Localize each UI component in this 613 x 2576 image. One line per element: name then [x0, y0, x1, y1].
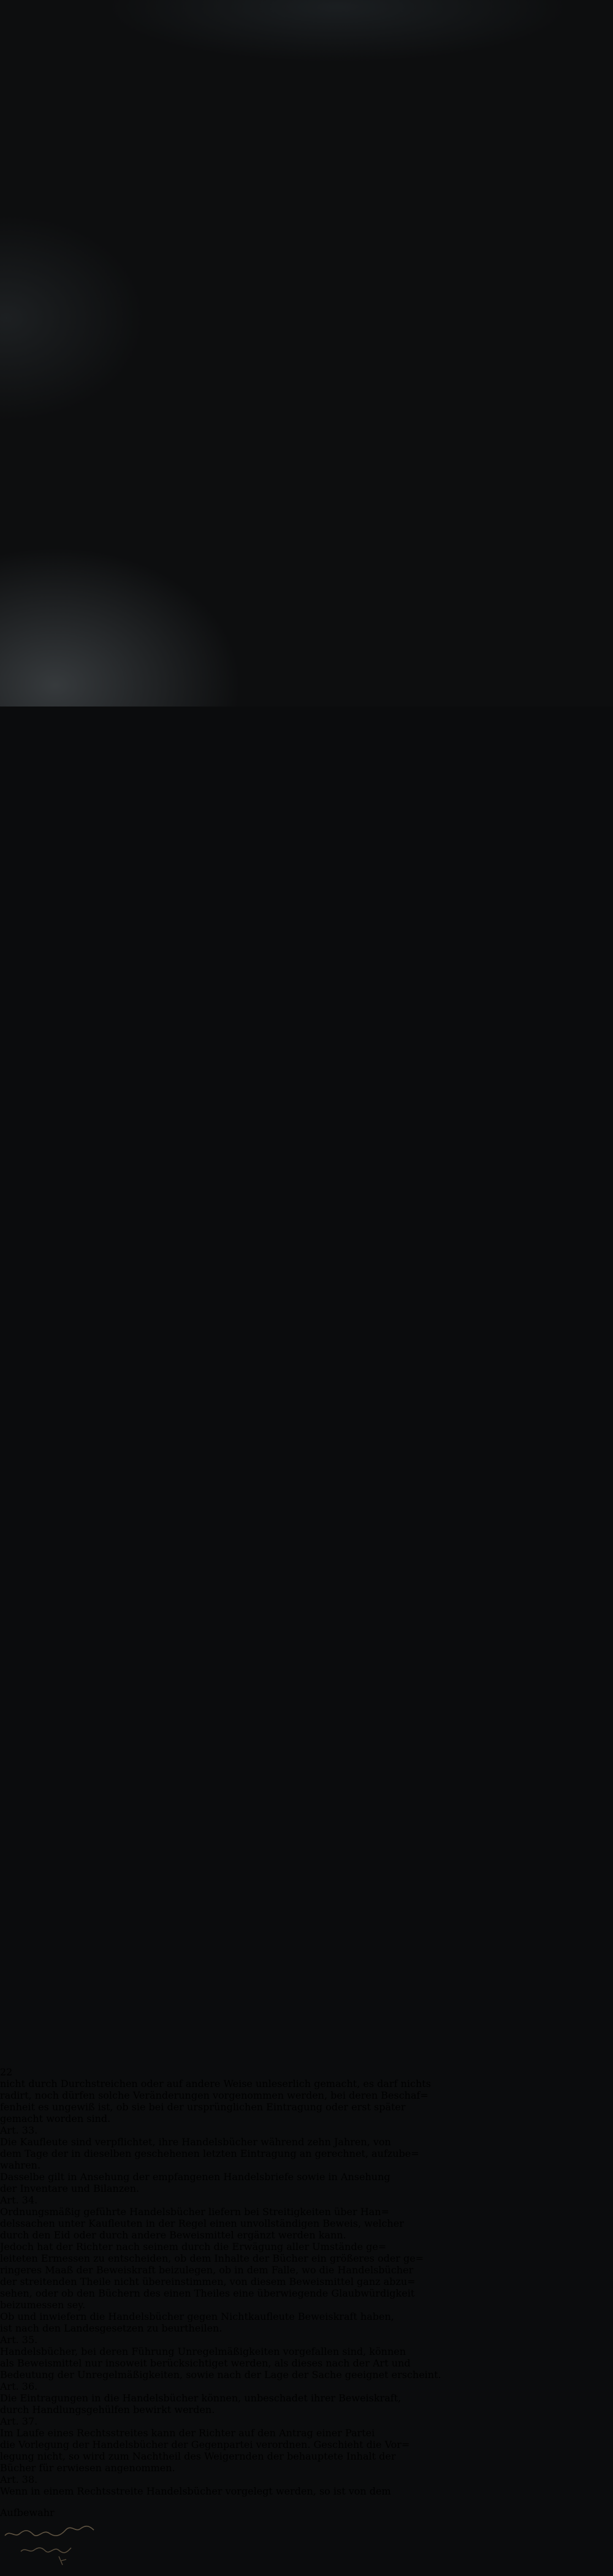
text-line: Im Laufe eines Rechtsstreites kann der Richter auf den Antrag einer Partei: [0, 2427, 375, 2439]
page-number: 22: [0, 2066, 13, 2078]
torn-paper-patch: [0, 27, 12, 45]
handwritten-margin-note: Aufbewahr: [0, 2507, 55, 2518]
text-line: Ob und inwiefern die Handelsbücher gegen Nichtkaufleute Beweiskraft haben,: [0, 2311, 394, 2322]
article-heading: Art. 35.: [0, 2334, 38, 2346]
text-line: fenheit es ungewiß ist, ob sie bei der ursprünglichen Eintragung oder erst später: [0, 2101, 406, 2113]
text-line: dem Tage der in dieselben geschehenen letzten Eintragung an gerechnet, aufzube=: [0, 2148, 419, 2159]
text-line: Die Kaufleute sind verpflichtet, ihre Handelsbücher während zehn Jahren, von: [0, 2136, 391, 2148]
text-line: als Beweismittel nur insoweit berücksichtiget werden, als dieses nach der Art und: [0, 2357, 411, 2369]
text-line: radirt, noch dürfen solche Veränderungen vorgenommen werden, bei deren Beschaf=: [0, 2089, 428, 2101]
text-line: Dasselbe gilt in Ansehung der empfangenen Handelsbriefe sowie in Ansehung: [0, 2171, 390, 2183]
text-line: nicht durch Durchstreichen oder auf andere Weise unleserlich gemacht, es darf nichts: [0, 2078, 431, 2089]
text-line: durch den Eid oder durch andere Beweismittel ergänzt werden kann.: [0, 2229, 346, 2241]
article-heading: Art. 33.: [0, 2124, 38, 2136]
text-block: [0, 2066, 613, 2497]
text-line: die Vorlegung der Handelsbücher der Gegenpartei verordnen. Geschieht die Vor=: [0, 2439, 410, 2450]
text-flow-content: [0, 2078, 613, 2497]
handwritten-pencil-scribble: [0, 2518, 116, 2574]
text-line: legung nicht, so wird zum Nachtheil des Weigernden der behauptete Inhalt der: [0, 2450, 396, 2462]
page-stack-edge: [0, 752, 16, 1407]
text-line: Die Eintragungen in die Handelsbücher können, unbeschadet ihrer Beweiskraft,: [0, 2392, 402, 2404]
article-heading: Art. 34.: [0, 2194, 38, 2206]
book-page-paper: [0, 2066, 613, 2497]
paragraph: [0, 2206, 613, 2241]
text-line: Jedoch hat der Richter nach seinem durch die Erwägung aller Umstände ge=: [0, 2241, 387, 2252]
paragraph: [0, 2241, 613, 2311]
paragraph: [0, 2485, 613, 2497]
text-line: sehen, oder ob den Büchern des einen Theiles eine überwiegende Glaubwürdigkeit: [0, 2287, 415, 2299]
article-heading: Art. 37.: [0, 2415, 38, 2427]
paragraph: [0, 2078, 613, 2124]
torn-paper-patch: [0, 67, 10, 83]
text-line: wahren.: [0, 2159, 41, 2171]
paragraph: [0, 2311, 613, 2334]
paragraph: [0, 2171, 613, 2194]
text-line: Handelsbücher, bei deren Führung Unregelmäßigkeiten vorgefallen sind, können: [0, 2346, 406, 2357]
text-line: der streitenden Theile nicht übereinstimmen, von diesem Beweismittel ganz abzu=: [0, 2276, 416, 2287]
text-line: Ordnungsmäßig geführte Handelsbücher liefern bei Streitigkeiten über Han=: [0, 2206, 389, 2218]
text-line: Bedeutung der Unregelmäßigkeiten, sowie nach der Lage der Sache geeignet erscheint.: [0, 2369, 441, 2381]
text-line: delssachen unter Kaufleuten in der Regel einen unvollständigen Beweis, welcher: [0, 2218, 404, 2229]
paragraph: [0, 2346, 613, 2381]
page-stack-edge: [0, 1407, 13, 2066]
page-stack-edge: [0, 104, 18, 752]
torn-paper-patch: [0, 0, 17, 27]
torn-paper-patch: [0, 83, 16, 104]
text-line: gemacht worden sind.: [0, 2113, 111, 2124]
text-line: leiteten Ermessen zu entscheiden, ob dem Inhalte der Bücher ein größeres oder ge=: [0, 2252, 424, 2264]
paragraph: [0, 2427, 613, 2474]
text-line: Bücher für erwiesen angenommen.: [0, 2462, 175, 2474]
text-line: ringeres Maaß der Beweiskraft beizulegen, ob in dem Falle, wo die Handelsbücher: [0, 2264, 414, 2276]
text-line: der Inventare und Bilanzen.: [0, 2183, 140, 2194]
text-line: beizumessen sey.: [0, 2299, 86, 2311]
text-line: durch Handlungsgehülfen bewirkt werden.: [0, 2404, 215, 2415]
text-line: Wenn in einem Rechtsstreite Handelsbücher vorgelegt werden, so ist von dem: [0, 2485, 391, 2497]
text-line: ist nach den Landesgesetzen zu beurtheilen.: [0, 2322, 223, 2334]
torn-paper-patch: [0, 45, 13, 67]
paragraph: [0, 2392, 613, 2415]
paragraph: [0, 2136, 613, 2171]
article-heading: Art. 38.: [0, 2474, 38, 2485]
article-heading: Art. 36.: [0, 2381, 38, 2392]
